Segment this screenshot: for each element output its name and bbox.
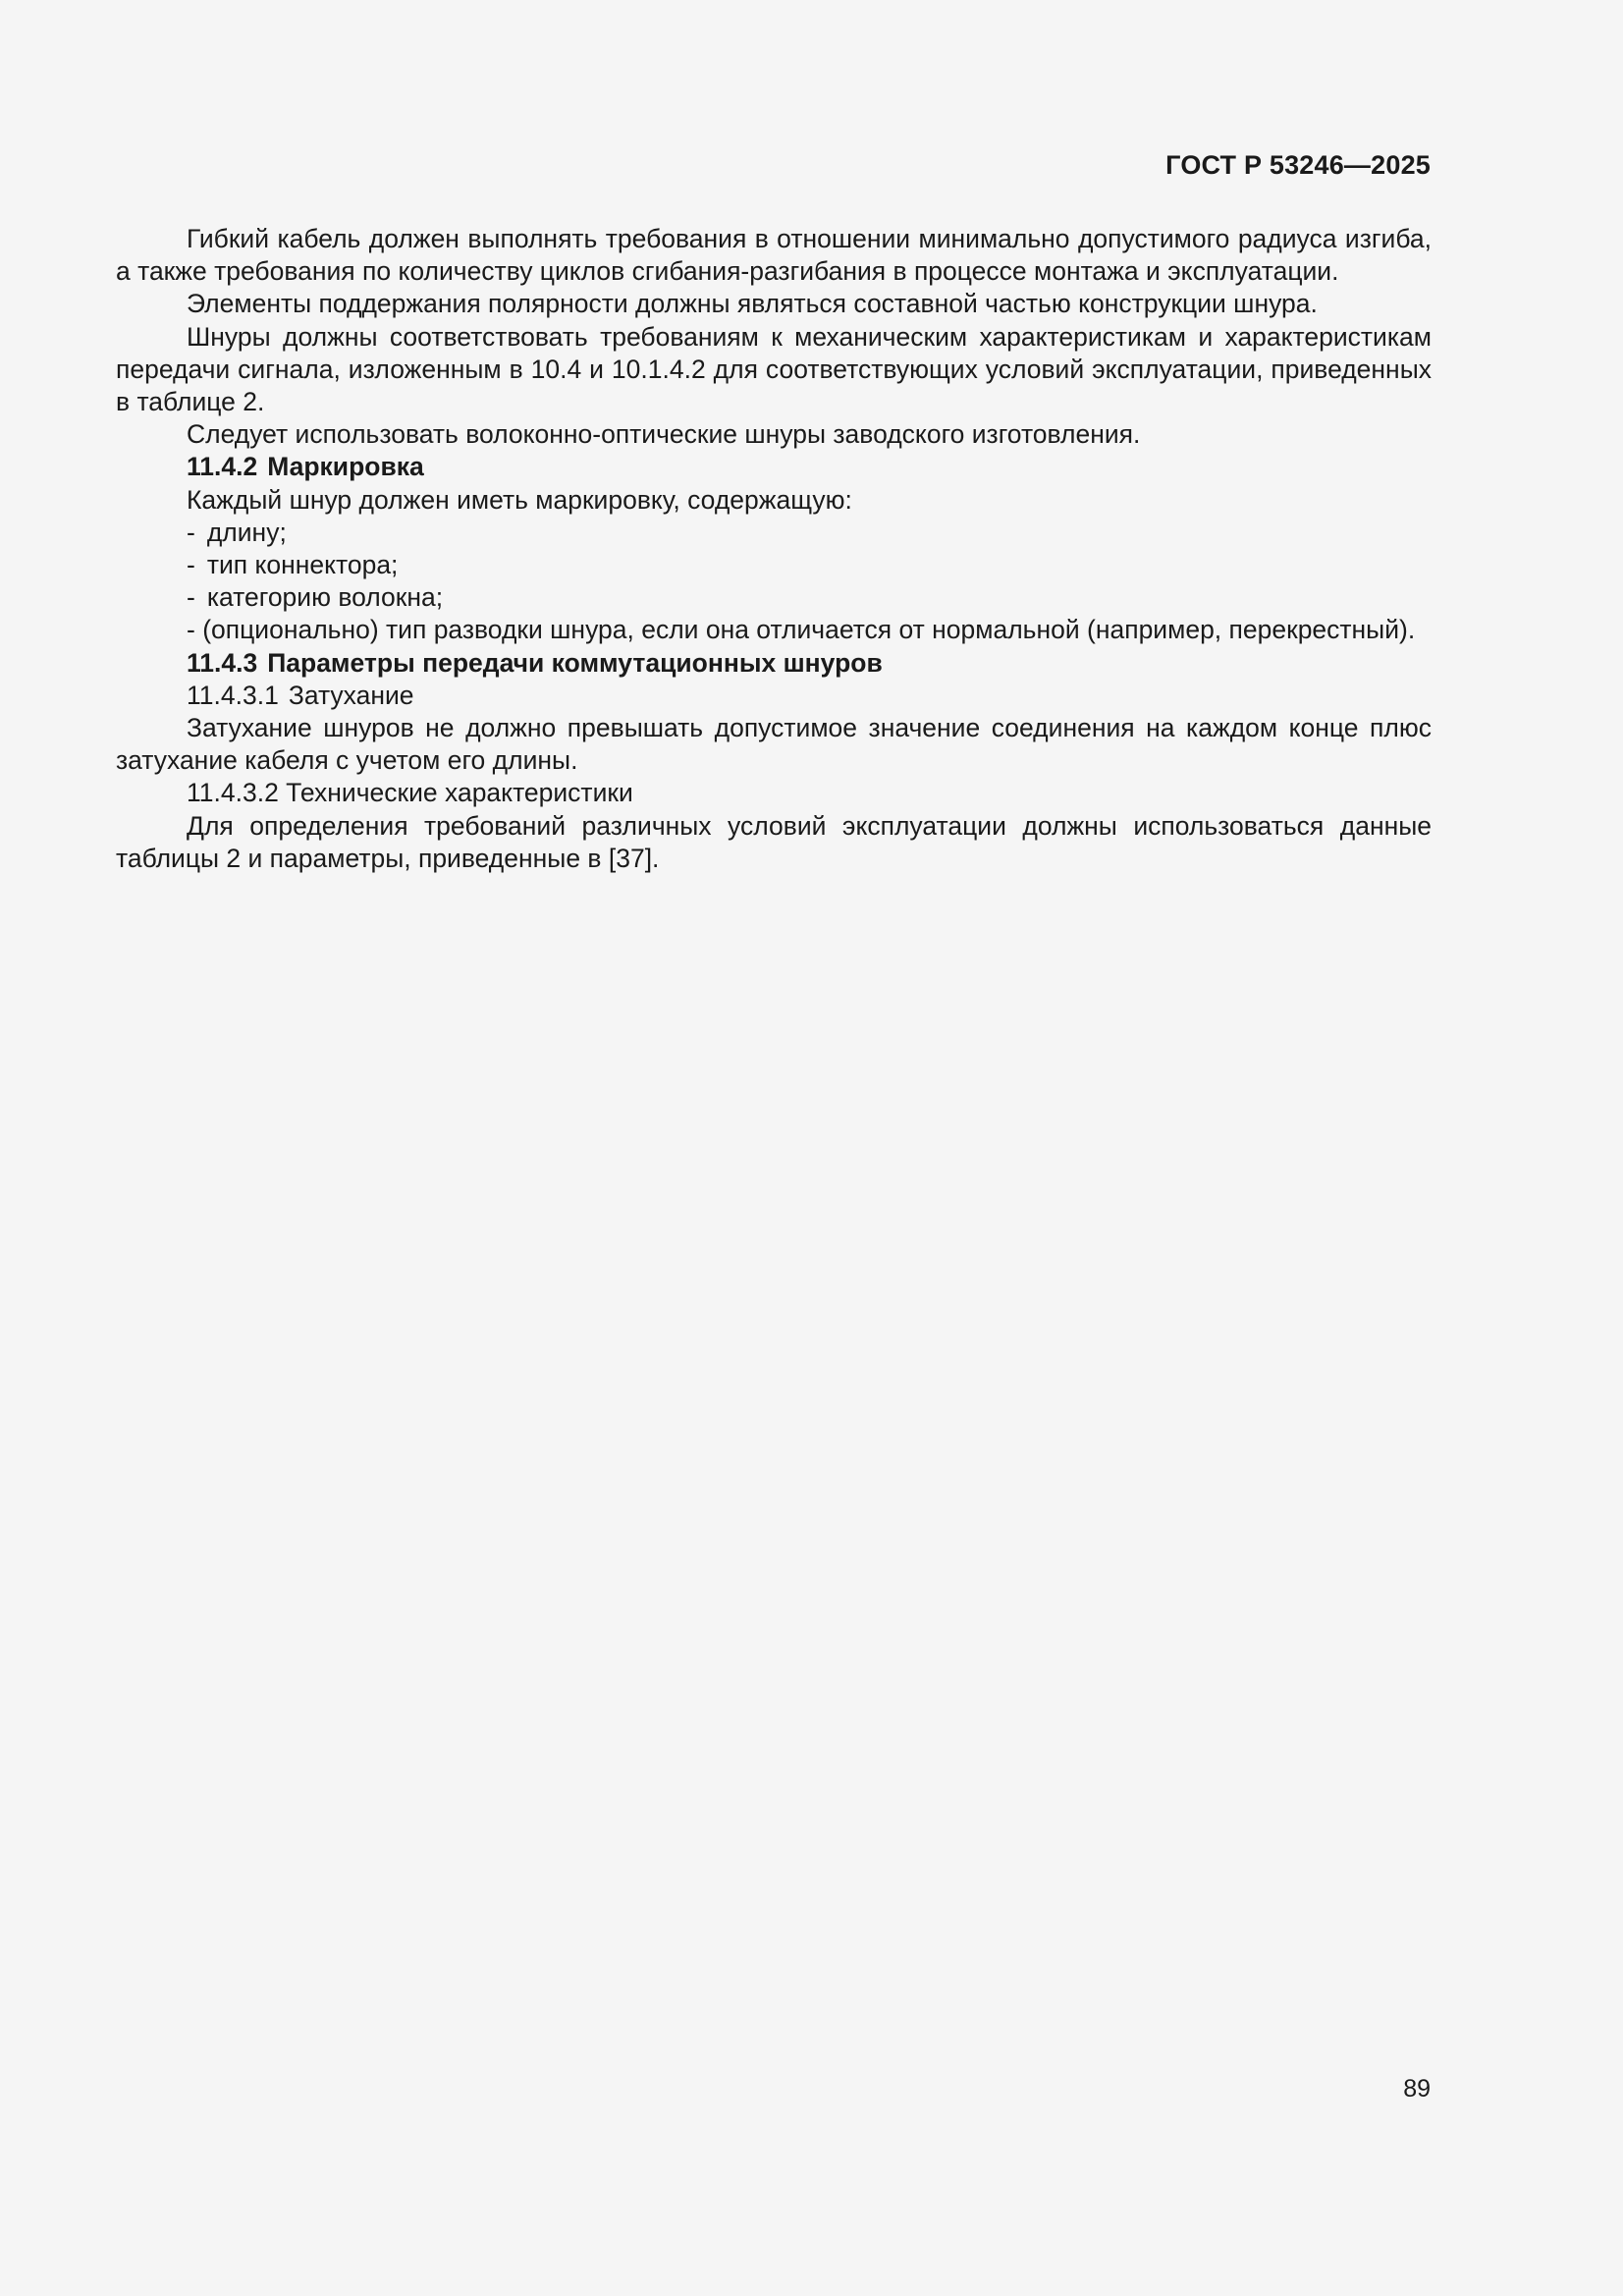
paragraph: Каждый шнур должен иметь маркировку, содержащую: [187,484,852,515]
list-item-text: длину; [206,517,287,547]
list-item [116,517,1432,549]
list-dash: - [187,517,195,547]
section-title: Параметры передачи коммутационных шнуров [267,647,883,678]
list-item-text: (опционально) тип разводки шнура, если она отличается от нормальной (например, перекрестный). [202,615,1416,645]
list-item [116,581,1432,614]
list-dash: - [187,582,195,613]
document-body [116,223,1432,875]
list-item [116,549,1432,581]
section-heading-11-4-3 [116,647,1432,680]
subsection-heading-11-4-3-2: 11.4.3.2 Технические характеристики [187,778,633,808]
section-heading-11-4-2 [116,451,1432,483]
list-item-text: тип коннектора; [206,550,399,580]
list-item [116,614,1432,646]
subsection-title: Затухание [288,680,414,710]
paragraph: Шнуры должны соответствовать требованиям к механическим характеристикам и характеристикам передачи сигнала, изложенным в 10.4 и 10.1.4.2 для соответствующих условий эксплуатации, приведенных в таблице 2. [116,321,1432,417]
paragraph: Следует использовать волоконно-оптические шнуры заводского изготовления. [187,419,1141,450]
list-dash: - [187,615,195,645]
page-number: 89 [1403,2075,1431,2103]
paragraph: Гибкий кабель должен выполнять требования в отношении минимально допустимого радиуса изгиба, а также требования по количеству циклов сгибания-разгибания в процессе монтажа и эксплуатации. [116,224,1432,287]
section-title: Маркировка [267,452,424,482]
list-dash: - [187,550,195,580]
paragraph: Для определения требований различных условий эксплуатации должны использоваться данные таблицы 2 и параметры, приведенные в [37]. [116,810,1432,873]
subsection-heading-11-4-3-1 [116,680,1432,712]
document-header: ГОСТ Р 53246—2025 [1165,150,1431,180]
list-item-text: категорию волокна; [206,582,444,613]
paragraph: Элементы поддержания полярности должны являться составной частью конструкции шнура. [187,289,1318,319]
paragraph: Затухание шнуров не должно превышать допустимое значение соединения на каждом конце плюс затухание кабеля с учетом его длины. [116,713,1432,776]
subsection-number: 11.4.3.1 [187,680,279,710]
section-number: 11.4.3 [187,647,258,678]
section-number: 11.4.2 [187,452,258,482]
